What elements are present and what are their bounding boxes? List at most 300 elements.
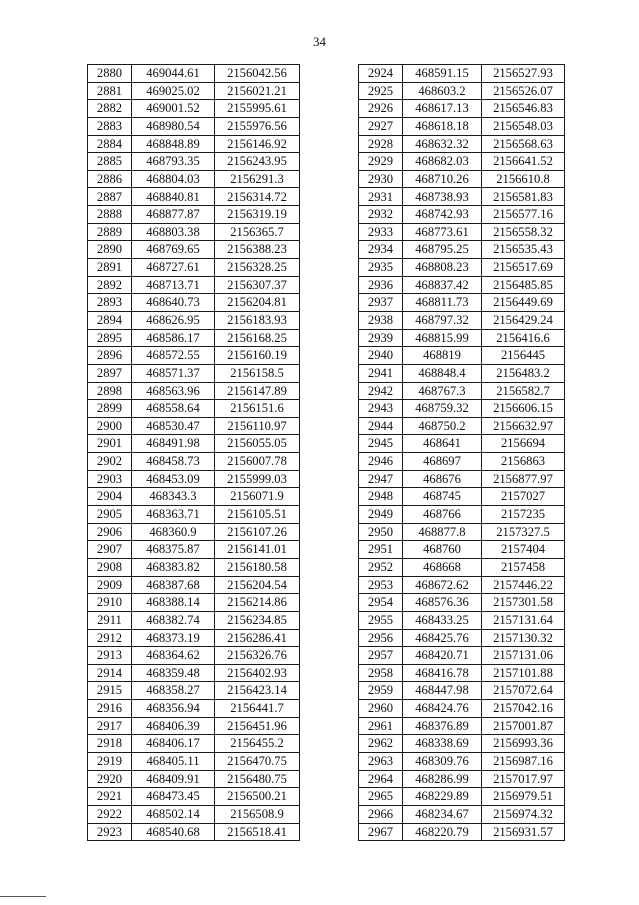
table-row xyxy=(88,523,300,541)
x-coordinate-cell: 468453.09 xyxy=(132,470,215,488)
y-coordinate-cell: 2156526.07 xyxy=(482,82,565,100)
y-coordinate-cell: 2156151.6 xyxy=(215,400,300,418)
y-coordinate-cell: 2156141.01 xyxy=(215,541,300,559)
point-number-cell: 2892 xyxy=(88,276,132,294)
y-coordinate-cell: 2156993.36 xyxy=(482,735,565,753)
y-coordinate-cell: 2156160.19 xyxy=(215,347,300,365)
y-coordinate-cell: 2155976.56 xyxy=(215,117,300,135)
x-coordinate-cell: 468425.76 xyxy=(403,629,482,647)
x-coordinate-cell: 468727.61 xyxy=(132,259,215,277)
table-row xyxy=(359,117,565,135)
x-coordinate-cell: 468359.48 xyxy=(132,664,215,682)
x-coordinate-cell: 468641 xyxy=(403,435,482,453)
table-row xyxy=(359,276,565,294)
table-row xyxy=(359,664,565,682)
x-coordinate-cell: 468767.3 xyxy=(403,382,482,400)
point-number-cell: 2921 xyxy=(88,788,132,806)
table-row xyxy=(359,506,565,524)
table-row xyxy=(88,153,300,171)
x-coordinate-cell: 468877.8 xyxy=(403,523,482,541)
y-coordinate-cell: 2157001.87 xyxy=(482,717,565,735)
x-coordinate-cell: 468682.03 xyxy=(403,153,482,171)
x-coordinate-cell: 468229.89 xyxy=(403,788,482,806)
x-coordinate-cell: 468710.26 xyxy=(403,170,482,188)
point-number-cell: 2882 xyxy=(88,100,132,118)
y-coordinate-cell: 2156535.43 xyxy=(482,241,565,259)
x-coordinate-cell: 468364.62 xyxy=(132,647,215,665)
point-number-cell: 2930 xyxy=(359,170,403,188)
y-coordinate-cell: 2156388.23 xyxy=(215,241,300,259)
y-coordinate-cell: 2157404 xyxy=(482,541,565,559)
point-number-cell: 2936 xyxy=(359,276,403,294)
y-coordinate-cell: 2157131.06 xyxy=(482,647,565,665)
x-coordinate-cell: 468676 xyxy=(403,470,482,488)
table-row xyxy=(359,682,565,700)
y-coordinate-cell: 2157446.22 xyxy=(482,576,565,594)
y-coordinate-cell: 2156987.16 xyxy=(482,752,565,770)
point-number-cell: 2923 xyxy=(88,823,132,841)
x-coordinate-cell: 468738.93 xyxy=(403,188,482,206)
y-coordinate-cell: 2156416.6 xyxy=(482,329,565,347)
table-row xyxy=(359,417,565,435)
point-number-cell: 2899 xyxy=(88,400,132,418)
point-number-cell: 2966 xyxy=(359,805,403,823)
y-coordinate-cell: 2156107.26 xyxy=(215,523,300,541)
y-coordinate-cell: 2156694 xyxy=(482,435,565,453)
y-coordinate-cell: 2156558.32 xyxy=(482,223,565,241)
point-number-cell: 2928 xyxy=(359,135,403,153)
table-row xyxy=(88,700,300,718)
y-coordinate-cell: 2157327.5 xyxy=(482,523,565,541)
point-number-cell: 2925 xyxy=(359,82,403,100)
y-coordinate-cell: 2157027 xyxy=(482,488,565,506)
y-coordinate-cell: 2156071.9 xyxy=(215,488,300,506)
y-coordinate-cell: 2156441.7 xyxy=(215,700,300,718)
y-coordinate-cell: 2156147.89 xyxy=(215,382,300,400)
table-row xyxy=(88,135,300,153)
point-number-cell: 2941 xyxy=(359,364,403,382)
table-row xyxy=(88,117,300,135)
x-coordinate-cell: 468797.32 xyxy=(403,311,482,329)
table-row xyxy=(88,506,300,524)
x-coordinate-cell: 469001.52 xyxy=(132,100,215,118)
point-number-cell: 2910 xyxy=(88,594,132,612)
point-number-cell: 2953 xyxy=(359,576,403,594)
x-coordinate-cell: 468376.89 xyxy=(403,717,482,735)
table-row xyxy=(88,223,300,241)
x-coordinate-cell: 468373.19 xyxy=(132,629,215,647)
y-coordinate-cell: 2156007.78 xyxy=(215,453,300,471)
point-number-cell: 2889 xyxy=(88,223,132,241)
table-row xyxy=(359,629,565,647)
point-number-cell: 2905 xyxy=(88,506,132,524)
table-row xyxy=(88,347,300,365)
y-coordinate-cell: 2156291.3 xyxy=(215,170,300,188)
y-coordinate-cell: 2156286.41 xyxy=(215,629,300,647)
table-row xyxy=(359,541,565,559)
table-row xyxy=(359,223,565,241)
point-number-cell: 2945 xyxy=(359,435,403,453)
y-coordinate-cell: 2156606.15 xyxy=(482,400,565,418)
y-coordinate-cell: 2156483.2 xyxy=(482,364,565,382)
x-coordinate-cell: 469025.02 xyxy=(132,82,215,100)
table-row xyxy=(359,311,565,329)
x-coordinate-cell: 468363.71 xyxy=(132,506,215,524)
point-number-cell: 2897 xyxy=(88,364,132,382)
y-coordinate-cell: 2157017.97 xyxy=(482,770,565,788)
table-row xyxy=(88,735,300,753)
y-coordinate-cell: 2156402.93 xyxy=(215,664,300,682)
x-coordinate-cell: 468502.14 xyxy=(132,805,215,823)
point-number-cell: 2920 xyxy=(88,770,132,788)
x-coordinate-cell: 468808.23 xyxy=(403,259,482,277)
y-coordinate-cell: 2156451.96 xyxy=(215,717,300,735)
point-number-cell: 2880 xyxy=(88,65,132,83)
table-row xyxy=(359,788,565,806)
table-row xyxy=(359,400,565,418)
table-row xyxy=(88,382,300,400)
point-number-cell: 2940 xyxy=(359,347,403,365)
table-row xyxy=(88,541,300,559)
table-row xyxy=(88,823,300,841)
table-row xyxy=(88,400,300,418)
point-number-cell: 2935 xyxy=(359,259,403,277)
point-number-cell: 2901 xyxy=(88,435,132,453)
point-number-cell: 2942 xyxy=(359,382,403,400)
y-coordinate-cell: 2157458 xyxy=(482,558,565,576)
y-coordinate-cell: 2157101.88 xyxy=(482,664,565,682)
point-number-cell: 2952 xyxy=(359,558,403,576)
point-number-cell: 2913 xyxy=(88,647,132,665)
x-coordinate-cell: 468750.2 xyxy=(403,417,482,435)
x-coordinate-cell: 468416.78 xyxy=(403,664,482,682)
point-number-cell: 2890 xyxy=(88,241,132,259)
table-row xyxy=(359,259,565,277)
y-coordinate-cell: 2155999.03 xyxy=(215,470,300,488)
x-coordinate-cell: 468406.17 xyxy=(132,735,215,753)
point-number-cell: 2916 xyxy=(88,700,132,718)
table-row xyxy=(359,364,565,382)
x-coordinate-cell: 468563.96 xyxy=(132,382,215,400)
x-coordinate-cell: 468405.11 xyxy=(132,752,215,770)
table-row xyxy=(88,647,300,665)
table-row xyxy=(359,735,565,753)
table-row xyxy=(359,752,565,770)
point-number-cell: 2883 xyxy=(88,117,132,135)
x-coordinate-cell: 469044.61 xyxy=(132,65,215,83)
footer-rule xyxy=(0,896,46,897)
x-coordinate-cell: 468877.87 xyxy=(132,206,215,224)
y-coordinate-cell: 2156610.8 xyxy=(482,170,565,188)
point-number-cell: 2891 xyxy=(88,259,132,277)
x-coordinate-cell: 468571.37 xyxy=(132,364,215,382)
point-number-cell: 2949 xyxy=(359,506,403,524)
x-coordinate-cell: 468804.03 xyxy=(132,170,215,188)
y-coordinate-cell: 2156632.97 xyxy=(482,417,565,435)
point-number-cell: 2958 xyxy=(359,664,403,682)
point-number-cell: 2943 xyxy=(359,400,403,418)
x-coordinate-cell: 468360.9 xyxy=(132,523,215,541)
y-coordinate-cell: 2157042.16 xyxy=(482,700,565,718)
y-coordinate-cell: 2156423.14 xyxy=(215,682,300,700)
point-number-cell: 2898 xyxy=(88,382,132,400)
x-coordinate-cell: 468795.25 xyxy=(403,241,482,259)
x-coordinate-cell: 468766 xyxy=(403,506,482,524)
point-number-cell: 2888 xyxy=(88,206,132,224)
y-coordinate-cell: 2156365.7 xyxy=(215,223,300,241)
point-number-cell: 2948 xyxy=(359,488,403,506)
point-number-cell: 2960 xyxy=(359,700,403,718)
x-coordinate-cell: 468815.99 xyxy=(403,329,482,347)
x-coordinate-cell: 468848.89 xyxy=(132,135,215,153)
point-number-cell: 2931 xyxy=(359,188,403,206)
table-row xyxy=(359,488,565,506)
table-row xyxy=(88,788,300,806)
table-row xyxy=(88,294,300,312)
x-coordinate-cell: 468672.62 xyxy=(403,576,482,594)
x-coordinate-cell: 468840.81 xyxy=(132,188,215,206)
table-row xyxy=(88,576,300,594)
x-coordinate-cell: 468234.67 xyxy=(403,805,482,823)
table-row xyxy=(88,453,300,471)
point-number-cell: 2963 xyxy=(359,752,403,770)
point-number-cell: 2955 xyxy=(359,611,403,629)
x-coordinate-cell: 468773.61 xyxy=(403,223,482,241)
point-number-cell: 2956 xyxy=(359,629,403,647)
x-coordinate-cell: 468473.45 xyxy=(132,788,215,806)
table-row xyxy=(359,611,565,629)
table-row xyxy=(88,259,300,277)
y-coordinate-cell: 2156979.51 xyxy=(482,788,565,806)
x-coordinate-cell: 468793.35 xyxy=(132,153,215,171)
table-row xyxy=(359,329,565,347)
y-coordinate-cell: 2156470.75 xyxy=(215,752,300,770)
x-coordinate-cell: 468848.4 xyxy=(403,364,482,382)
point-number-cell: 2922 xyxy=(88,805,132,823)
y-coordinate-cell: 2156518.41 xyxy=(215,823,300,841)
point-number-cell: 2909 xyxy=(88,576,132,594)
table-row xyxy=(88,611,300,629)
table-row xyxy=(88,82,300,100)
x-coordinate-cell: 468388.14 xyxy=(132,594,215,612)
x-coordinate-cell: 468383.82 xyxy=(132,558,215,576)
table-row xyxy=(359,188,565,206)
point-number-cell: 2912 xyxy=(88,629,132,647)
table-row xyxy=(88,805,300,823)
point-number-cell: 2946 xyxy=(359,453,403,471)
x-coordinate-cell: 468640.73 xyxy=(132,294,215,312)
table-row xyxy=(88,664,300,682)
table-row xyxy=(88,488,300,506)
x-coordinate-cell: 468668 xyxy=(403,558,482,576)
y-coordinate-cell: 2156480.75 xyxy=(215,770,300,788)
table-row xyxy=(359,700,565,718)
x-coordinate-cell: 468626.95 xyxy=(132,311,215,329)
y-coordinate-cell: 2156180.58 xyxy=(215,558,300,576)
x-coordinate-cell: 468343.3 xyxy=(132,488,215,506)
y-coordinate-cell: 2156307.37 xyxy=(215,276,300,294)
point-number-cell: 2896 xyxy=(88,347,132,365)
point-number-cell: 2933 xyxy=(359,223,403,241)
x-coordinate-cell: 468424.76 xyxy=(403,700,482,718)
point-number-cell: 2895 xyxy=(88,329,132,347)
point-number-cell: 2932 xyxy=(359,206,403,224)
point-number-cell: 2951 xyxy=(359,541,403,559)
y-coordinate-cell: 2156319.19 xyxy=(215,206,300,224)
x-coordinate-cell: 468760 xyxy=(403,541,482,559)
x-coordinate-cell: 468811.73 xyxy=(403,294,482,312)
x-coordinate-cell: 468387.68 xyxy=(132,576,215,594)
y-coordinate-cell: 2156455.2 xyxy=(215,735,300,753)
table-row xyxy=(88,100,300,118)
point-number-cell: 2884 xyxy=(88,135,132,153)
point-number-cell: 2934 xyxy=(359,241,403,259)
x-coordinate-cell: 468530.47 xyxy=(132,417,215,435)
point-number-cell: 2944 xyxy=(359,417,403,435)
x-coordinate-cell: 468819 xyxy=(403,347,482,365)
x-coordinate-cell: 468382.74 xyxy=(132,611,215,629)
y-coordinate-cell: 2156527.93 xyxy=(482,65,565,83)
table-row xyxy=(359,206,565,224)
table-row xyxy=(88,329,300,347)
y-coordinate-cell: 2156055.05 xyxy=(215,435,300,453)
table-row xyxy=(88,417,300,435)
x-coordinate-cell: 468558.64 xyxy=(132,400,215,418)
table-row xyxy=(88,364,300,382)
point-number-cell: 2962 xyxy=(359,735,403,753)
x-coordinate-cell: 468586.17 xyxy=(132,329,215,347)
point-number-cell: 2918 xyxy=(88,735,132,753)
table-row xyxy=(359,65,565,83)
y-coordinate-cell: 2156110.97 xyxy=(215,417,300,435)
table-row xyxy=(359,382,565,400)
x-coordinate-cell: 468338.69 xyxy=(403,735,482,753)
y-coordinate-cell: 2156641.52 xyxy=(482,153,565,171)
point-number-cell: 2900 xyxy=(88,417,132,435)
point-number-cell: 2885 xyxy=(88,153,132,171)
x-coordinate-cell: 468769.65 xyxy=(132,241,215,259)
y-coordinate-cell: 2156183.93 xyxy=(215,311,300,329)
y-coordinate-cell: 2156214.86 xyxy=(215,594,300,612)
y-coordinate-cell: 2157131.64 xyxy=(482,611,565,629)
x-coordinate-cell: 468491.98 xyxy=(132,435,215,453)
point-number-cell: 2906 xyxy=(88,523,132,541)
x-coordinate-cell: 468286.99 xyxy=(403,770,482,788)
y-coordinate-cell: 2156581.83 xyxy=(482,188,565,206)
y-coordinate-cell: 2157072.64 xyxy=(482,682,565,700)
y-coordinate-cell: 2156429.24 xyxy=(482,311,565,329)
point-number-cell: 2924 xyxy=(359,65,403,83)
table-row xyxy=(359,135,565,153)
table-row xyxy=(359,576,565,594)
y-coordinate-cell: 2156146.92 xyxy=(215,135,300,153)
x-coordinate-cell: 468375.87 xyxy=(132,541,215,559)
point-number-cell: 2911 xyxy=(88,611,132,629)
y-coordinate-cell: 2156168.25 xyxy=(215,329,300,347)
x-coordinate-cell: 468420.71 xyxy=(403,647,482,665)
x-coordinate-cell: 468447.98 xyxy=(403,682,482,700)
x-coordinate-cell: 468617.13 xyxy=(403,100,482,118)
point-number-cell: 2959 xyxy=(359,682,403,700)
table-row xyxy=(88,470,300,488)
table-row xyxy=(88,752,300,770)
y-coordinate-cell: 2157130.32 xyxy=(482,629,565,647)
point-number-cell: 2904 xyxy=(88,488,132,506)
table-row xyxy=(88,311,300,329)
table-row xyxy=(359,805,565,823)
point-number-cell: 2939 xyxy=(359,329,403,347)
point-number-cell: 2894 xyxy=(88,311,132,329)
table-row xyxy=(88,188,300,206)
point-number-cell: 2908 xyxy=(88,558,132,576)
table-row xyxy=(359,347,565,365)
table-row xyxy=(88,594,300,612)
table-row xyxy=(88,770,300,788)
y-coordinate-cell: 2156577.16 xyxy=(482,206,565,224)
x-coordinate-cell: 468745 xyxy=(403,488,482,506)
table-row xyxy=(359,823,565,841)
y-coordinate-cell: 2156314.72 xyxy=(215,188,300,206)
point-number-cell: 2915 xyxy=(88,682,132,700)
page-number: 34 xyxy=(313,34,326,49)
table-row xyxy=(88,65,300,83)
table-row xyxy=(359,170,565,188)
x-coordinate-cell: 468409.91 xyxy=(132,770,215,788)
x-coordinate-cell: 468837.42 xyxy=(403,276,482,294)
table-row xyxy=(88,276,300,294)
table-row xyxy=(359,770,565,788)
table-row xyxy=(359,647,565,665)
table-row xyxy=(88,558,300,576)
table-row xyxy=(359,294,565,312)
table-row xyxy=(359,435,565,453)
table-row xyxy=(359,100,565,118)
y-coordinate-cell: 2156568.63 xyxy=(482,135,565,153)
table-row xyxy=(88,682,300,700)
table-row xyxy=(359,470,565,488)
y-coordinate-cell: 2156485.85 xyxy=(482,276,565,294)
point-number-cell: 2965 xyxy=(359,788,403,806)
x-coordinate-cell: 468618.18 xyxy=(403,117,482,135)
table-row xyxy=(88,170,300,188)
table-row xyxy=(359,594,565,612)
point-number-cell: 2964 xyxy=(359,770,403,788)
y-coordinate-cell: 2156042.56 xyxy=(215,65,300,83)
x-coordinate-cell: 468458.73 xyxy=(132,453,215,471)
point-number-cell: 2947 xyxy=(359,470,403,488)
coordinates-table-right xyxy=(358,64,565,841)
y-coordinate-cell: 2156449.69 xyxy=(482,294,565,312)
x-coordinate-cell: 468591.15 xyxy=(403,65,482,83)
y-coordinate-cell: 2156517.69 xyxy=(482,259,565,277)
point-number-cell: 2881 xyxy=(88,82,132,100)
y-coordinate-cell: 2156863 xyxy=(482,453,565,471)
point-number-cell: 2887 xyxy=(88,188,132,206)
x-coordinate-cell: 468742.93 xyxy=(403,206,482,224)
point-number-cell: 2929 xyxy=(359,153,403,171)
y-coordinate-cell: 2156204.81 xyxy=(215,294,300,312)
x-coordinate-cell: 468713.71 xyxy=(132,276,215,294)
point-number-cell: 2967 xyxy=(359,823,403,841)
table-row xyxy=(359,717,565,735)
x-coordinate-cell: 468803.38 xyxy=(132,223,215,241)
y-coordinate-cell: 2156445 xyxy=(482,347,565,365)
x-coordinate-cell: 468697 xyxy=(403,453,482,471)
y-coordinate-cell: 2157235 xyxy=(482,506,565,524)
table-row xyxy=(359,523,565,541)
point-number-cell: 2961 xyxy=(359,717,403,735)
y-coordinate-cell: 2156158.5 xyxy=(215,364,300,382)
